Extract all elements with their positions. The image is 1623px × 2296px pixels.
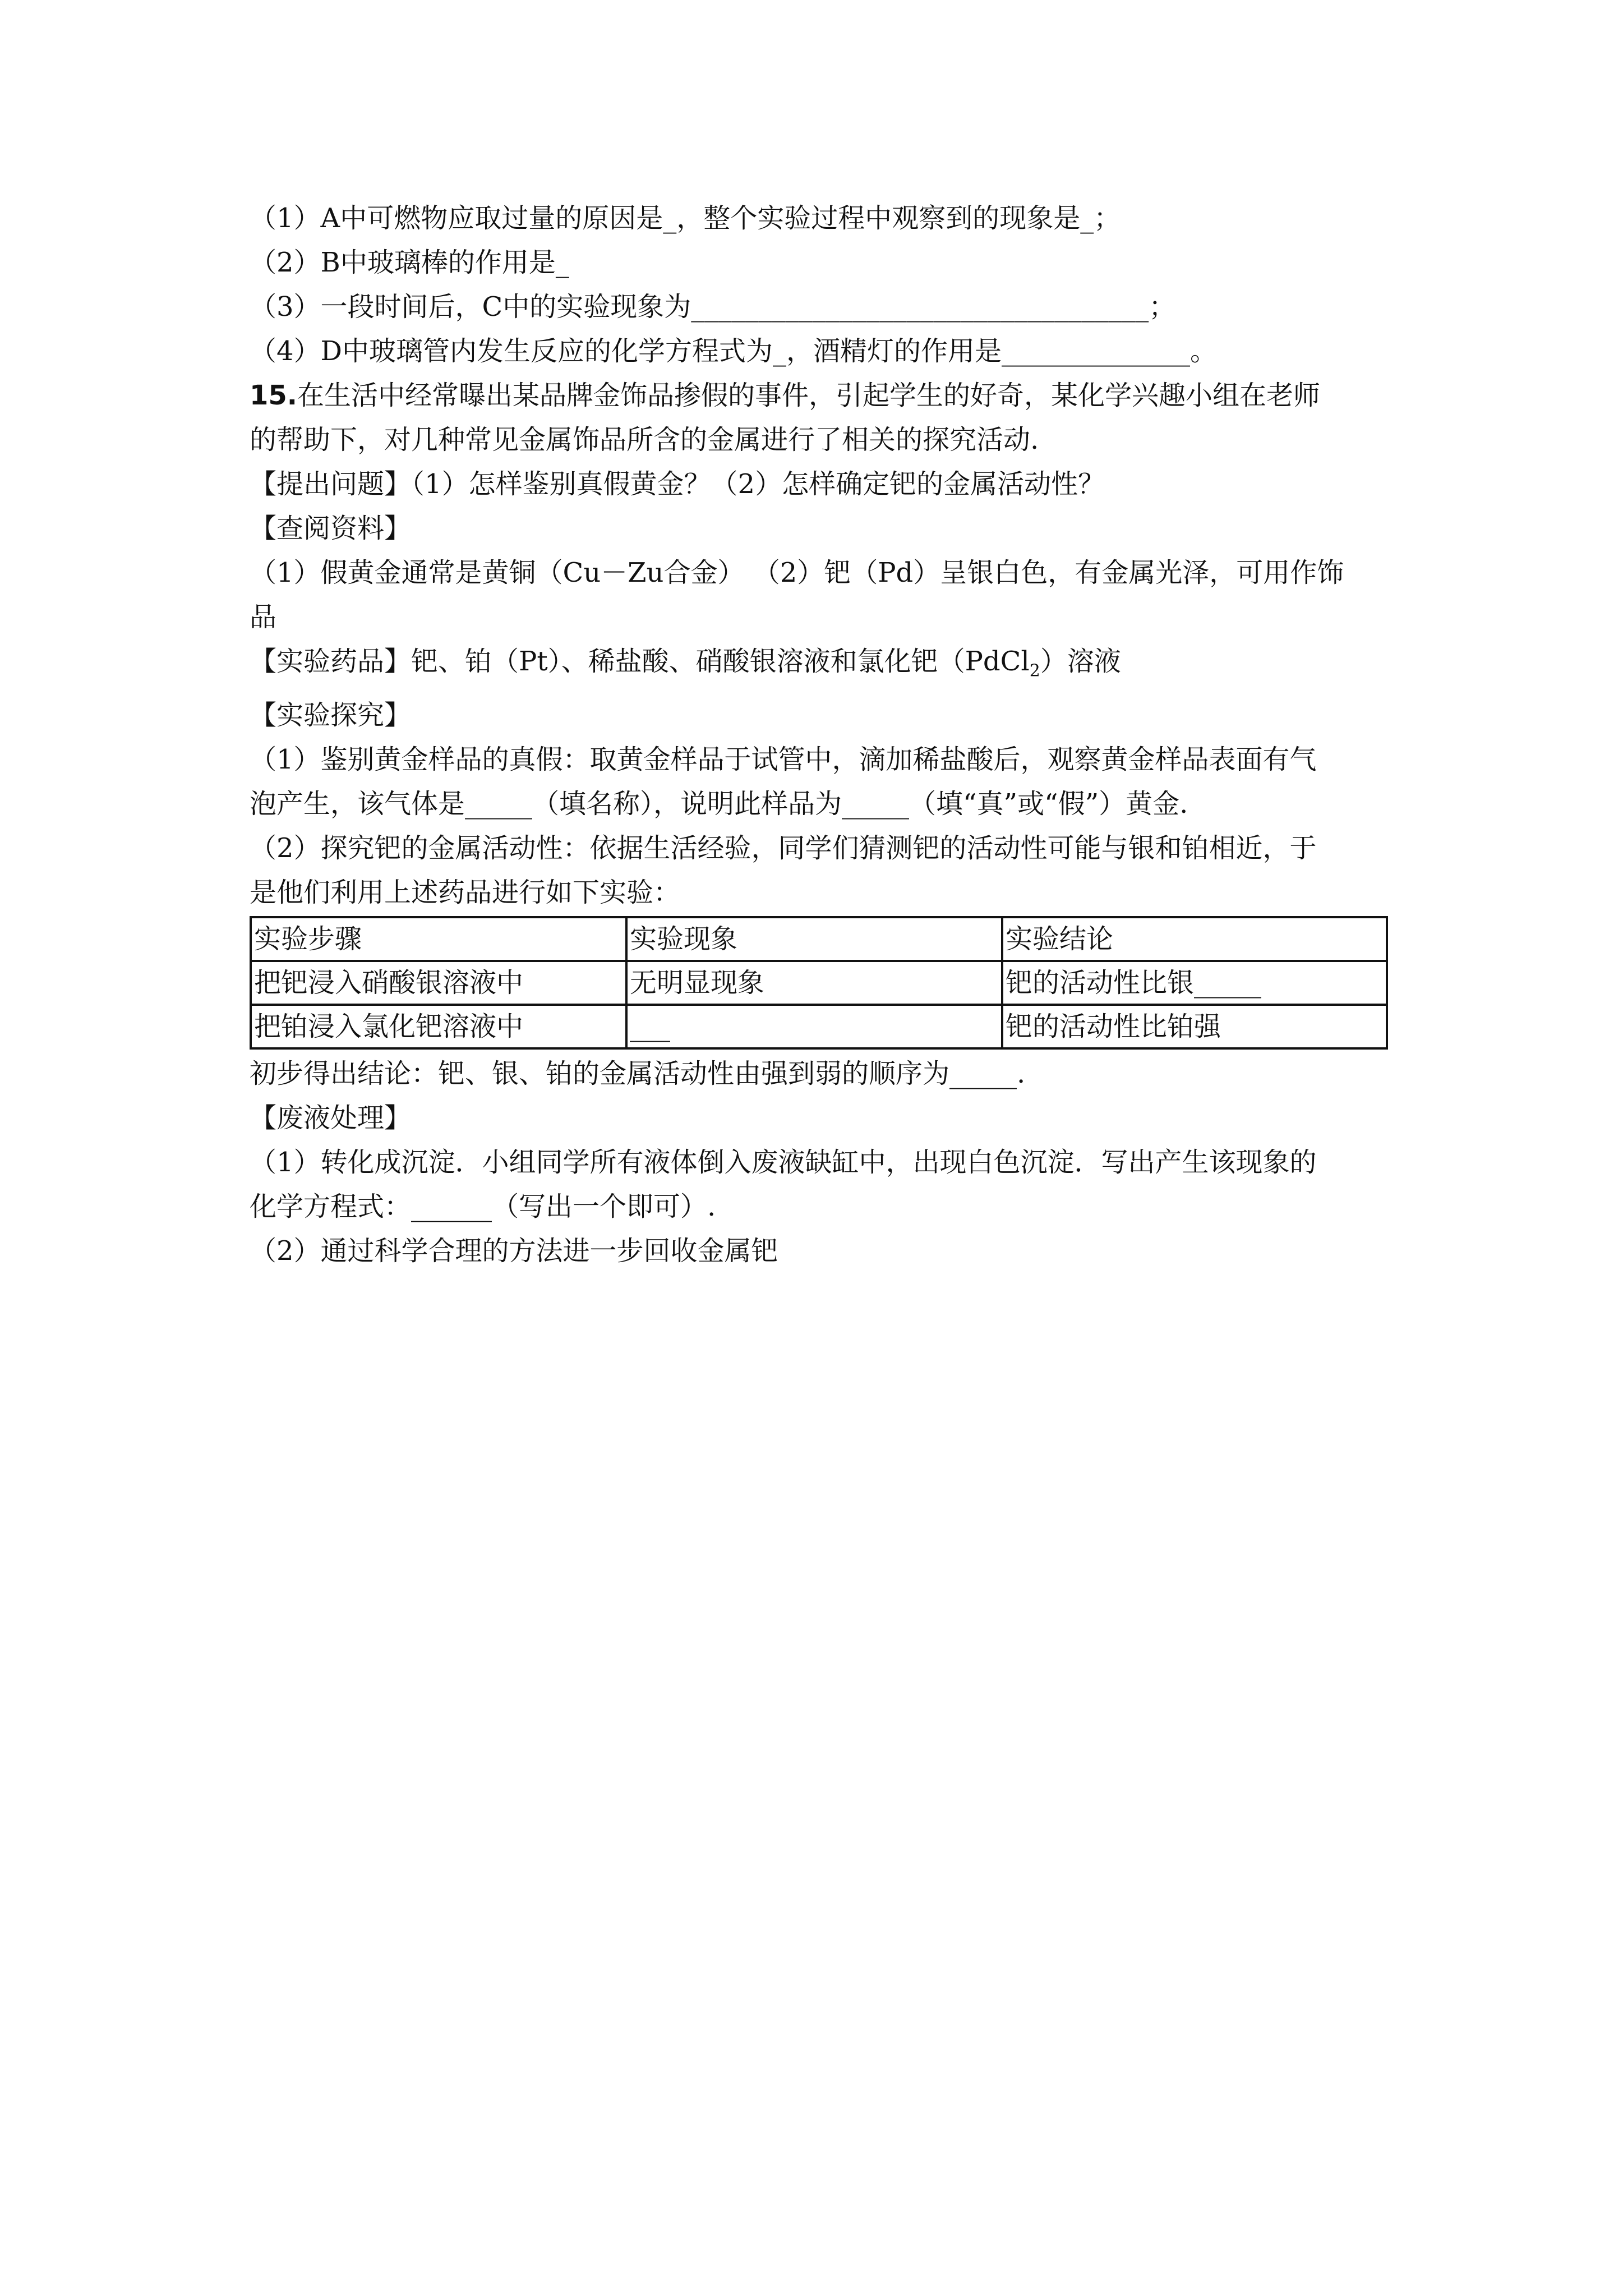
table-cell: 把铂浸入氯化钯溶液中: [251, 1005, 626, 1048]
table-cell: 无明显现象: [626, 961, 1002, 1005]
q15-explore2-line1: （2）探究钯的金属活动性：依据生活经验，同学们猜测钯的活动性可能与银和铂相近，于: [250, 832, 1317, 864]
section-heading-waste: 【废液处理】: [250, 1102, 412, 1134]
q14-part2: （2）B中玻璃棒的作用是_: [250, 247, 569, 278]
q14-part3: （3）一段时间后，C中的实验现象为__________________________________；: [250, 291, 1176, 323]
table-cell: 钯的活动性比银_____: [1002, 961, 1387, 1005]
q15-explore1-line1: （1）鉴别黄金样品的真假：取黄金样品于试管中，滴加稀盐酸后，观察黄金样品表面有气: [250, 743, 1317, 775]
table-row: [251, 961, 1387, 1005]
section-heading-reagents: 【实验药品】: [250, 646, 412, 677]
experiment-table: [250, 916, 1388, 1050]
q15-waste1-line2: 化学方程式：______（写出一个即可）.: [250, 1190, 716, 1222]
q15-waste2: （2）通过科学合理的方法进一步回收金属钯: [250, 1235, 778, 1267]
table-cell: 把钯浸入硝酸银溶液中: [251, 961, 626, 1005]
table-cell: ___: [626, 1005, 1002, 1048]
q15-explore1-line2: 泡产生，该气体是_____（填名称），说明此样品为_____（填“真”或“假”）黄金.: [250, 788, 1188, 820]
section-heading-explore: 【实验探究】: [250, 699, 412, 731]
table-header-cell: 实验步骤: [251, 917, 626, 961]
question-number: 15.: [250, 380, 298, 411]
q15-intro-line2: 的帮助下，对几种常见金属饰品所含的金属进行了相关的探究活动.: [250, 424, 1039, 455]
q15-info-line1: （1）假黄金通常是黄铜（Cu－Zu合金） （2）钯（Pd）呈银白色，有金属光泽，可用作饰: [250, 557, 1344, 588]
table-row: [251, 1005, 1387, 1048]
table-header-cell: 实验结论: [1002, 917, 1387, 961]
section-heading-info: 【查阅资料】: [250, 513, 412, 544]
document-page: [250, 196, 1399, 1273]
q14-part1: （1）A中可燃物应取过量的原因是_，整个实验过程中观察到的现象是_；: [250, 203, 1121, 234]
q15-explore2-line2: 是他们利用上述药品进行如下实验：: [250, 876, 681, 908]
q15-info-line2: 品: [250, 601, 277, 633]
q15-question: 【提出问题】（1）怎样鉴别真假黄金？（2）怎样确定钯的金属活动性？: [250, 468, 1105, 500]
q15-reagents: 【实验药品】钯、铂（Pt）、稀盐酸、硝酸银溶液和氯化钯（PdCl$_2$）溶液: [250, 646, 1121, 681]
q15-waste1-line1: （1）转化成沉淀．小组同学所有液体倒入废液缺缸中，出现白色沉淀．写出产生该现象的: [250, 1146, 1317, 1178]
table-cell: 钯的活动性比铂强: [1002, 1005, 1387, 1048]
table-header-row: [251, 917, 1387, 961]
q15-conclusion: 初步得出结论：钯、银、铂的金属活动性由强到弱的顺序为_____.: [250, 1057, 1026, 1089]
q14-part4: （4）D中玻璃管内发生反应的化学方程式为_，酒精灯的作用是______________。: [250, 335, 1218, 367]
section-heading-question: 【提出问题】: [250, 468, 412, 500]
table-header-cell: 实验现象: [626, 917, 1002, 961]
q15-intro-line1: 15.在生活中经常曝出某品牌金饰品掺假的事件，引起学生的好奇，某化学兴趣小组在老师: [250, 380, 1321, 411]
